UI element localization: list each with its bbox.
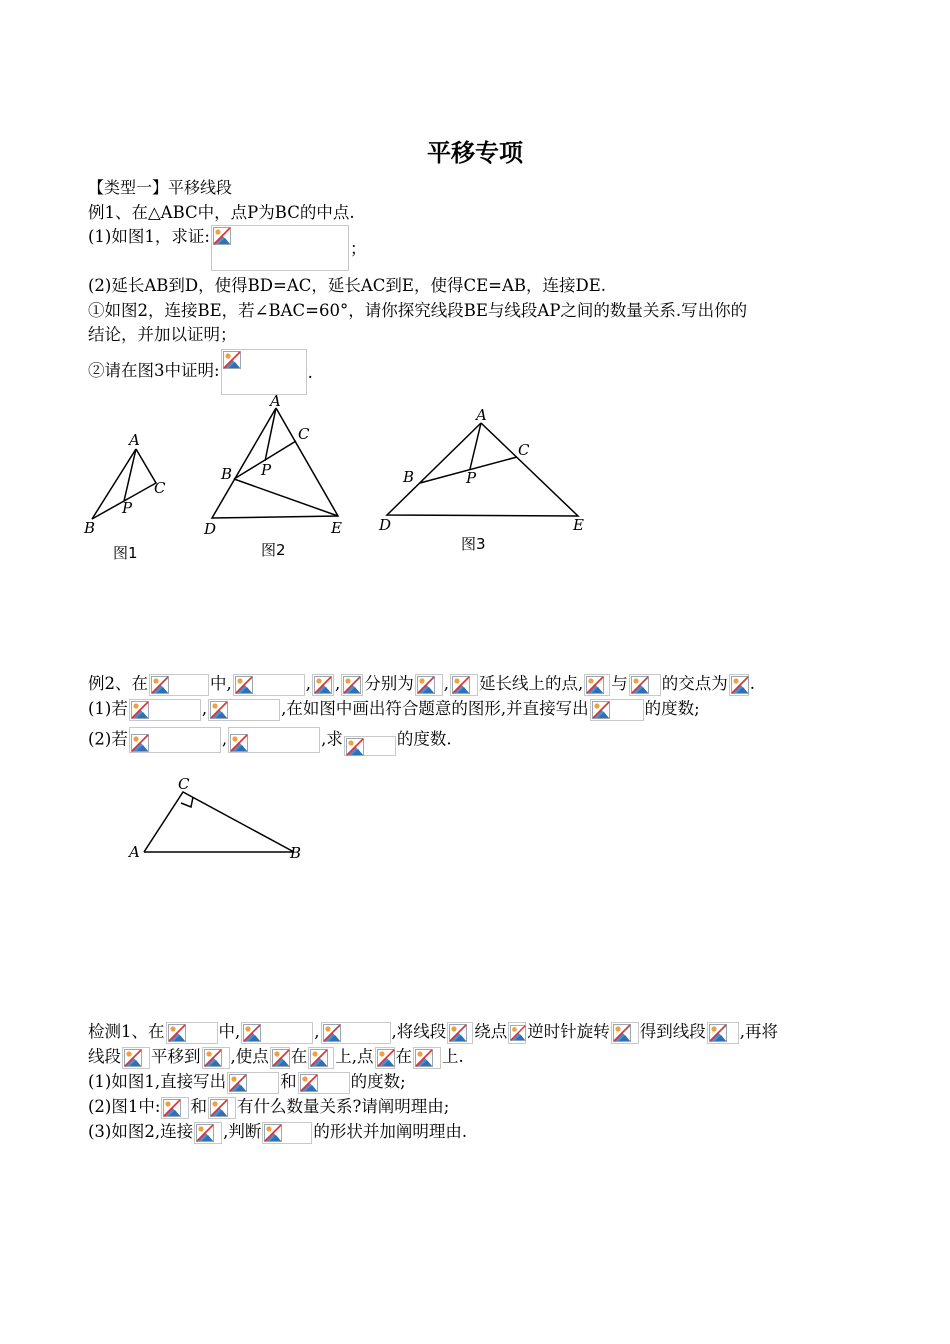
formula-image <box>321 1022 391 1044</box>
text-segment: (3)如图2,连接 <box>88 1122 194 1141</box>
fig2-caption: 图2 <box>261 541 286 559</box>
text-segment: , <box>314 1022 320 1041</box>
text-segment: 逆时针旋转 <box>527 1022 610 1041</box>
formula-image <box>298 1072 350 1094</box>
page-title: 平移专项 <box>427 139 523 167</box>
image-placeholder-icon <box>631 676 649 694</box>
fig3-label-p: P <box>466 469 477 487</box>
text-segment: ,在如图中画出符合题意的图形,并直接写出 <box>281 699 589 718</box>
formula-image <box>221 349 307 395</box>
formula-image <box>227 1072 279 1094</box>
ex2-line3 <box>88 727 452 759</box>
text-segment: 和 <box>280 1072 297 1091</box>
text-segment: 上,点 <box>335 1047 374 1066</box>
image-placeholder-icon <box>586 676 604 694</box>
text-segment: ②请在图3中证明: <box>88 361 220 380</box>
image-placeholder-icon <box>235 676 253 694</box>
text-segment: (1)如图1，求证: <box>88 227 210 246</box>
formula-image <box>202 1047 230 1069</box>
image-placeholder-icon <box>272 1049 290 1067</box>
text-segment: , <box>443 674 449 693</box>
image-placeholder-icon <box>124 1049 142 1067</box>
text-segment: 的形状并加阐明理由. <box>313 1122 468 1141</box>
image-placeholder-icon <box>452 676 470 694</box>
image-placeholder-icon <box>210 701 228 719</box>
image-placeholder-icon <box>213 227 231 245</box>
test1-line5 <box>88 1120 467 1144</box>
figure-3 <box>375 405 595 559</box>
text-segment: 延长线上的点, <box>479 674 584 693</box>
formula-image <box>341 674 363 696</box>
text-segment: 分别为 <box>364 674 414 693</box>
image-placeholder-icon <box>300 1074 318 1092</box>
formula-image <box>611 1022 639 1044</box>
text-segment: 中, <box>218 1022 241 1041</box>
fig2-label-p: P <box>261 461 272 479</box>
formula-image <box>707 1022 739 1044</box>
text-segment: 绕点 <box>474 1022 508 1041</box>
fig2-label-a: A <box>270 392 281 410</box>
ex1-line2 <box>88 225 366 271</box>
text-segment: ,使点 <box>230 1047 269 1066</box>
tri-label-c: C <box>178 775 190 793</box>
text-segment: 的交点为 <box>661 674 728 693</box>
image-placeholder-icon <box>196 1124 214 1142</box>
formula-image <box>629 674 661 696</box>
image-placeholder-icon <box>168 1024 186 1042</box>
formula-image <box>233 674 305 696</box>
fig1-caption: 图1 <box>113 544 138 562</box>
formula-image <box>450 674 478 696</box>
text-segment: 检测1、在 <box>88 1022 165 1041</box>
formula-image <box>122 1047 150 1069</box>
formula-image <box>415 674 443 696</box>
text-segment: 的度数. <box>396 729 452 749</box>
image-placeholder-icon <box>230 734 248 752</box>
text-segment: , <box>335 674 341 693</box>
formula-image <box>208 1097 236 1119</box>
formula-image <box>312 674 334 696</box>
fig2-label-d: D <box>204 520 217 538</box>
formula-image <box>208 699 280 721</box>
image-placeholder-icon <box>223 351 241 369</box>
image-placeholder-icon <box>131 701 149 719</box>
text-segment: 的度数; <box>350 1072 406 1091</box>
ex2-line2 <box>88 697 700 721</box>
ex1-line1: 例1、在△ABC中，点P为BC的中点. <box>88 203 355 222</box>
fig1-label-b: B <box>84 519 96 537</box>
formula-image <box>413 1047 441 1069</box>
fig3-label-c: C <box>518 441 530 459</box>
image-placeholder-icon <box>415 1049 433 1067</box>
text-segment: . <box>749 674 755 693</box>
text-segment: 在 <box>290 1047 308 1066</box>
formula-image <box>228 727 320 753</box>
image-placeholder-icon <box>229 1074 247 1092</box>
text-segment: , <box>305 674 311 693</box>
test1-line2 <box>88 1045 464 1069</box>
image-placeholder-icon <box>343 676 361 694</box>
text-segment: 在 <box>395 1047 412 1066</box>
text-segment: (1)如图1,直接写出 <box>88 1072 227 1091</box>
text-segment: ,再将 <box>739 1022 778 1041</box>
test1-line3 <box>88 1070 406 1094</box>
text-segment: 有什么数量关系?请阐明理由; <box>236 1097 450 1116</box>
ex1-line6 <box>88 349 313 395</box>
fig3-label-e: E <box>573 516 584 534</box>
fig1-label-c: C <box>154 479 166 497</box>
formula-image <box>149 674 209 696</box>
image-placeholder-icon <box>377 1049 395 1067</box>
fig3-label-b: B <box>403 468 415 486</box>
ex1-line3: (2)延长AB到D，使得BD=AC，延长AC到E，使得CE=AB，连接DE. <box>88 276 607 295</box>
image-placeholder-icon <box>613 1024 631 1042</box>
image-placeholder-icon <box>731 676 749 694</box>
image-placeholder-icon <box>323 1024 341 1042</box>
test1-line1 <box>88 1020 778 1044</box>
fig3-caption: 图3 <box>461 535 486 553</box>
formula-image <box>270 1047 290 1069</box>
formula-image <box>308 1047 334 1069</box>
formula-image <box>584 674 610 696</box>
formula-image <box>194 1122 222 1144</box>
text-segment: ,将线段 <box>391 1022 447 1041</box>
text-segment: 段 <box>104 1047 121 1066</box>
figure-right-triangle <box>125 775 315 869</box>
formula-image <box>161 1097 189 1119</box>
fig2-label-b: B <box>221 465 233 483</box>
formula-image <box>447 1022 473 1044</box>
formula-image <box>129 727 221 753</box>
formula-image <box>375 1047 395 1069</box>
image-placeholder-icon <box>204 1049 222 1067</box>
formula-image <box>241 1022 313 1044</box>
formula-image <box>211 225 349 271</box>
formula-image <box>508 1022 526 1044</box>
ex1-line4: ①如图2，连接BE，若∠BAC=60°，请你探究线段BE与线段AP之间的数量关系.写出你的 <box>88 301 748 320</box>
formula-image <box>129 699 201 721</box>
section-heading: 【类型一】平移线段 <box>88 178 233 197</box>
text-segment: 的度数; <box>644 699 700 718</box>
tri-label-b: B <box>290 844 302 862</box>
text-segment: (2)若 <box>88 729 128 749</box>
image-placeholder-icon <box>314 676 332 694</box>
text-segment: 得到线段 <box>639 1022 706 1041</box>
text-segment: 线 <box>88 1047 105 1066</box>
image-placeholder-icon <box>417 676 435 694</box>
image-placeholder-icon <box>243 1024 261 1042</box>
text-segment: 和 <box>190 1097 207 1116</box>
fig1-label-p: P <box>122 499 133 517</box>
text-segment: 平移到 <box>151 1047 201 1066</box>
image-placeholder-icon <box>592 701 610 719</box>
ex2-line1 <box>88 672 755 696</box>
image-placeholder-icon <box>449 1024 467 1042</box>
text-segment: ； <box>349 239 367 258</box>
tri-label-a: A <box>129 843 140 861</box>
text-segment: 例2、在 <box>88 674 148 693</box>
text-segment: 中, <box>210 674 232 693</box>
text-segment: 与 <box>611 674 628 693</box>
ex1-line5: 结论，并加以证明； <box>88 325 237 344</box>
fig3-label-a: A <box>476 406 487 424</box>
image-placeholder-icon <box>210 1099 228 1117</box>
fig2-label-e: E <box>331 519 342 537</box>
text-segment: (1)若 <box>88 699 128 718</box>
test1-line4 <box>88 1095 449 1119</box>
text-segment: . <box>307 363 313 382</box>
image-placeholder-icon <box>346 738 364 756</box>
formula-image <box>262 1122 312 1144</box>
text-segment: (2)图1中: <box>88 1097 161 1116</box>
text-segment: ,判断 <box>223 1122 262 1141</box>
formula-image <box>729 674 749 696</box>
text-segment: 上. <box>442 1047 464 1066</box>
image-placeholder-icon <box>264 1124 282 1142</box>
formula-image <box>344 736 396 756</box>
fig3-label-d: D <box>379 516 392 534</box>
fig2-label-c: C <box>298 425 310 443</box>
image-placeholder-icon <box>131 734 149 752</box>
image-placeholder-icon <box>151 676 169 694</box>
text-segment: , <box>201 699 208 718</box>
image-placeholder-icon <box>709 1024 727 1042</box>
image-placeholder-icon <box>163 1099 181 1117</box>
fig1-label-a: A <box>129 431 140 449</box>
text-segment: , <box>221 729 228 749</box>
figure-1 <box>80 425 190 569</box>
figure-2 <box>200 392 360 569</box>
text-segment: ,求 <box>321 729 343 749</box>
image-placeholder-icon <box>510 1024 526 1042</box>
image-placeholder-icon <box>310 1049 328 1067</box>
formula-image <box>166 1022 218 1044</box>
formula-image <box>590 699 644 721</box>
